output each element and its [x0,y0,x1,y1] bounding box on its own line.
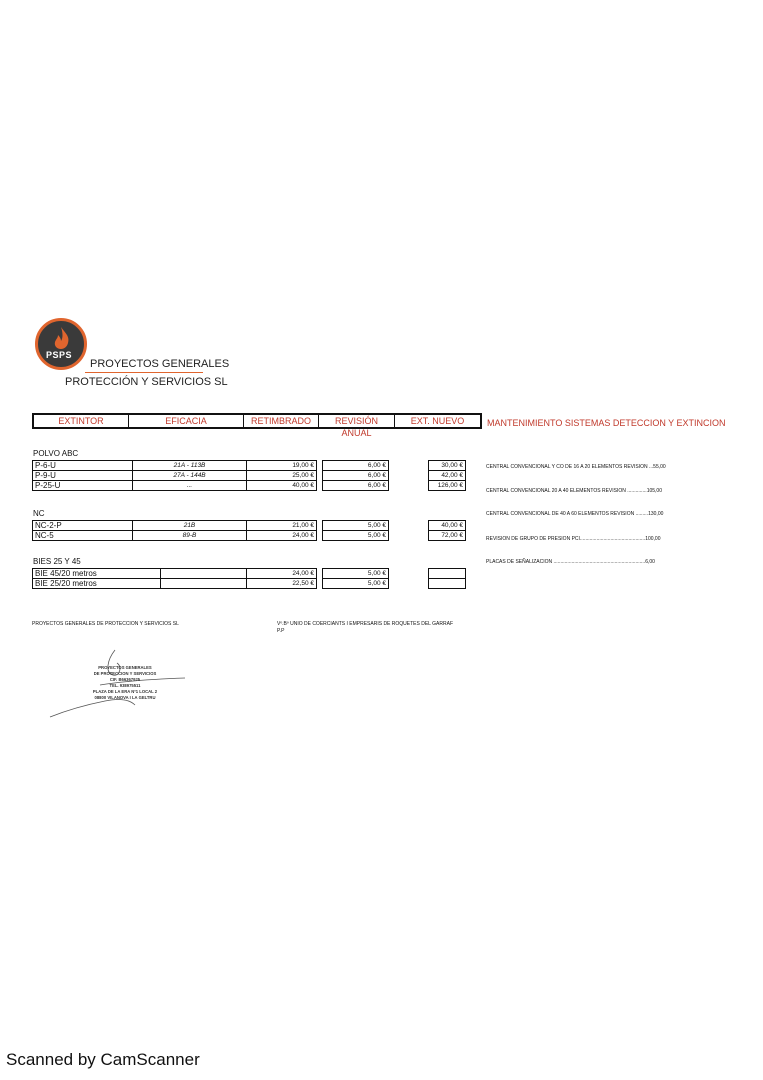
table-row [33,481,466,491]
cell-eficacia: 21B [133,521,247,531]
cell-revision: 5,00 € [323,521,389,531]
cell-revision: 5,00 € [323,531,389,541]
cell-revision: 6,00 € [323,471,389,481]
cell-retimbrado: 21,00 € [247,521,317,531]
table-row [33,521,466,531]
footer-company: PROYECTOS GENERALES DE PROTECCION Y SERVICIOS SL [32,621,179,627]
cell-retimbrado: 24,00 € [247,569,317,579]
cell-retimbrado: 25,00 € [247,471,317,481]
table-nc [32,520,466,541]
cell-spacer [389,579,429,589]
cell-eficacia [161,579,247,589]
cell-retimbrado: 19,00 € [247,461,317,471]
cell-spacer [389,531,429,541]
cell-revision: 5,00 € [323,579,389,589]
flame-icon [38,321,84,367]
cell-extintor: BIE 45/20 metros [33,569,161,579]
cell-extintor: NC-2-P [33,521,133,531]
cell-retimbrado: 22,50 € [247,579,317,589]
cell-extintor: P-6-U [33,461,133,471]
footer-pp: P.P [277,628,285,634]
header-retimbrado: RETIMBRADO [244,415,319,427]
table-header [32,413,482,438]
cell-extintor: P-9-U [33,471,133,481]
table-bies [32,568,466,589]
cell-nuevo: 42,00 € [429,471,466,481]
cell-spacer [389,569,429,579]
cell-spacer [389,461,429,471]
cell-extintor: P-25-U [33,481,133,491]
cell-eficacia [161,569,247,579]
table-row [33,579,466,589]
company-stamp [80,665,170,701]
header-eficacia: EFICACIA [129,415,244,427]
mantenimiento-item: CENTRAL CONVENCIONAL Y CO DE 16 A 20 ELEMENTOS REVISION ...55,00 [486,464,666,470]
stamp-line: 08800 VILANOVA I LA GELTRU [94,695,156,700]
table-row [33,531,466,541]
company-name-line2: PROTECCIÓN Y SERVICIOS SL [65,376,228,388]
stamp-line: PROYECTOS GENERALES [98,665,152,670]
company-logo [35,318,87,370]
cell-spacer [389,521,429,531]
cell-revision: 6,00 € [323,461,389,471]
company-name-line1: PROYECTOS GENERALES [90,358,230,370]
cell-nuevo: 126,00 € [429,481,466,491]
cell-nuevo [429,579,466,589]
mantenimiento-item: CENTRAL CONVENCIONAL DE 40 A 60 ELEMENTOS REVISION .........130,00 [486,511,664,517]
mantenimiento-title: MANTENIMIENTO SISTEMAS DETECCION Y EXTINCION [487,418,726,428]
header-extintor: EXTINTOR [34,415,129,427]
scanner-watermark: Scanned by CamScanner [6,1050,200,1069]
cell-eficacia: 21A - 113B [133,461,247,471]
cell-eficacia: 27A - 144B [133,471,247,481]
cell-retimbrado: 24,00 € [247,531,317,541]
cell-nuevo: 72,00 € [429,531,466,541]
cell-spacer [389,481,429,491]
cell-nuevo: 40,00 € [429,521,466,531]
cell-retimbrado: 40,00 € [247,481,317,491]
cell-eficacia: 89-B [133,531,247,541]
section-title-bies: BIES 25 Y 45 [33,557,81,566]
stamp-line: TEL. 938975511 [109,683,141,688]
table-polvo [32,460,466,491]
footer-approval: Vº.Bº UNIO DE COERCIANTS I EMPRESARIS DE ROQUETES DEL GARRAF [277,621,453,627]
stamp-line: CIF. B66367925 [109,677,141,682]
cell-nuevo [429,569,466,579]
cell-extintor: BIE 25/20 metros [33,579,161,589]
section-title-polvo: POLVO ABC [33,449,79,458]
logo-mark: PSPS [46,350,73,360]
cell-spacer [389,471,429,481]
cell-eficacia: ... [133,481,247,491]
cell-revision: 5,00 € [323,569,389,579]
mantenimiento-item: PLACAS DE SEÑALIZACION ..................................................................6,00 [486,559,655,565]
cell-nuevo: 30,00 € [429,461,466,471]
company-divider [85,372,203,373]
header-revision-anual: REVISIÓN ANUAL [319,415,395,427]
section-title-nc: NC [33,509,45,518]
stamp-line: DE PROTECCION Y SERVICIOS [93,671,157,676]
header-ext-nuevo: EXT. NUEVO [410,416,465,426]
table-row [33,569,466,579]
stamp-line: PLAZA DE LA ERA Nº1 LOCAL 2 [92,689,158,694]
table-row [33,461,466,471]
cell-revision: 6,00 € [323,481,389,491]
mantenimiento-item: REVISION DE GRUPO DE PRESION PCI...............................................100,00 [486,536,661,542]
cell-extintor: NC-5 [33,531,133,541]
mantenimiento-item: CENTRAL CONVENCIONAL 20 A 40 ELEMENTOS REVISION ..............105,00 [486,488,662,494]
table-row [33,471,466,481]
